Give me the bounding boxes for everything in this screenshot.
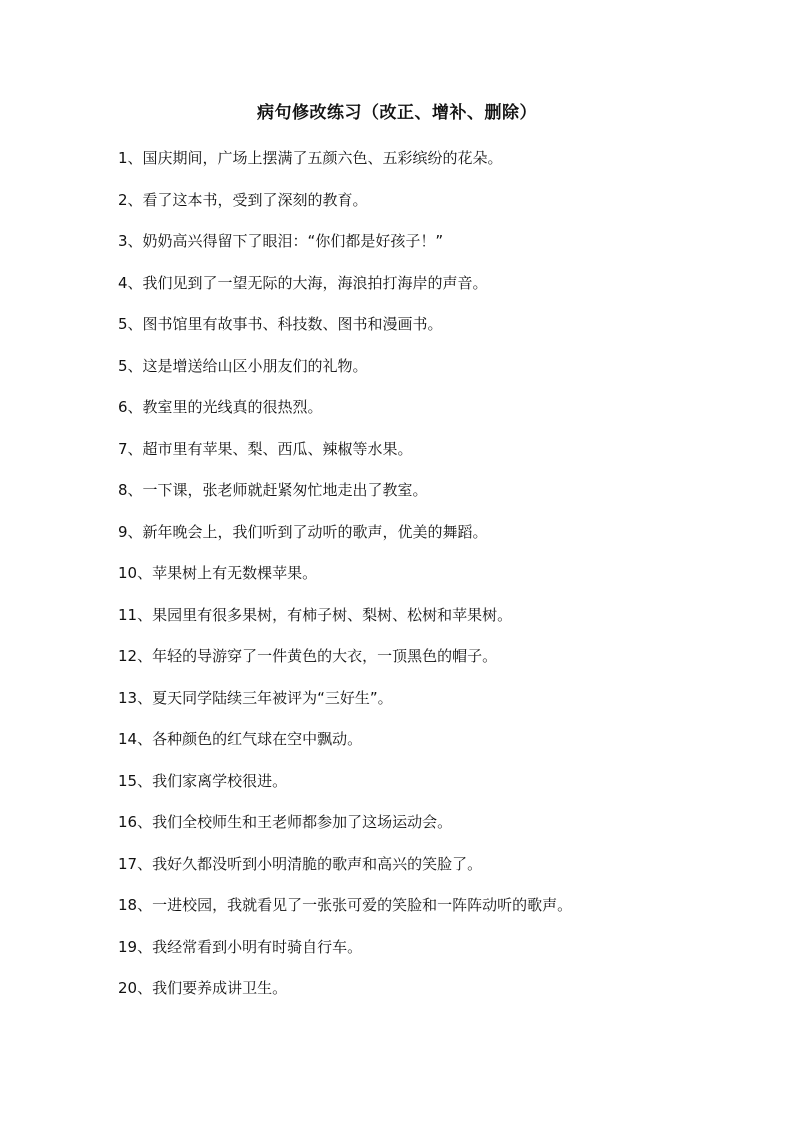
- exercise-item: 16、我们全校师生和王老师都参加了这场运动会。: [118, 813, 453, 831]
- exercise-item: 12、年轻的导游穿了一件黄色的大衣，一顶黑色的帽子。: [118, 647, 498, 665]
- exercise-item: 5、这是增送给山区小朋友们的礼物。: [118, 356, 368, 375]
- exercise-item: 19、我经常看到小明有时骑自行车。: [118, 937, 363, 956]
- exercise-item: 3、奶奶高兴得留下了眼泪：“你们都是好孩子！”: [118, 232, 444, 250]
- exercise-item: 15、我们家离学校很进。: [118, 771, 288, 790]
- document-title: 病句修改练习（改正、增补、删除）: [257, 103, 537, 123]
- exercise-item: 8、一下课，张老师就赶紧匆忙地走出了教室。: [118, 481, 428, 499]
- exercise-item: 20、我们要养成讲卫生。: [118, 979, 288, 997]
- exercise-item: 14、各种颜色的红气球在空中飘动。: [118, 730, 363, 748]
- exercise-item: 13、夏天同学陆续三年被评为“三好生”。: [118, 688, 393, 707]
- exercise-item: 17、我好久都没听到小明清脆的歌声和高兴的笑脸了。: [118, 854, 483, 873]
- exercise-item: 1、国庆期间，广场上摆满了五颜六色、五彩缤纷的花朵。: [118, 149, 503, 167]
- exercise-item: 4、我们见到了一望无际的大海，海浪拍打海岸的声音。: [118, 273, 488, 292]
- exercise-item: 5、图书馆里有故事书、科技数、图书和漫画书。: [118, 315, 443, 333]
- exercise-item: 9、新年晚会上，我们听到了动听的歌声，优美的舞蹈。: [118, 522, 488, 541]
- exercise-item: 6、教室里的光线真的很热烈。: [118, 398, 323, 416]
- exercise-item: 11、果园里有很多果树，有柿子树、梨树、松树和苹果树。: [118, 605, 513, 624]
- exercise-item: 10、苹果树上有无数棵苹果。: [118, 564, 318, 582]
- exercise-item: 7、超市里有苹果、梨、西瓜、辣椒等水果。: [118, 439, 413, 458]
- exercise-item: 2、看了这本书，受到了深刻的教育。: [118, 190, 368, 209]
- exercise-item: 18、一进校园，我就看见了一张张可爱的笑脸和一阵阵动听的歌声。: [118, 896, 573, 914]
- exercise-list: [118, 143, 572, 1015]
